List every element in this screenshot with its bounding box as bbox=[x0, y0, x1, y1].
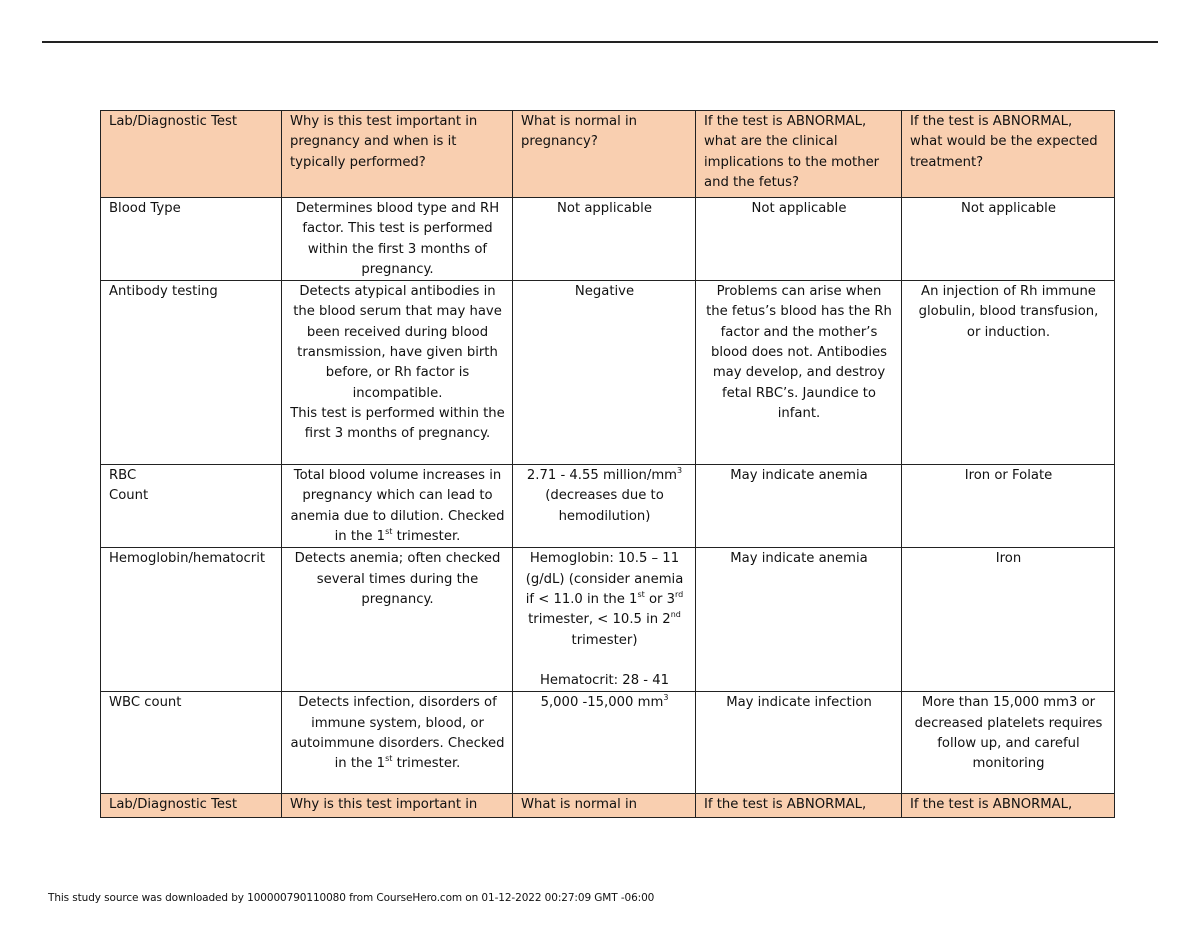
header-implications: If the test is ABNORMAL, what are the clinical implications to the mother and the fetus? bbox=[696, 111, 902, 198]
hgb-normal-text: Hemoglobin: 10.5 – 11 (g/dL) (consider anemia if < 11.0 in the 1 bbox=[525, 551, 684, 607]
cell-test: Hemoglobin/hematocrit bbox=[101, 548, 282, 692]
header-treatment: If the test is ABNORMAL, what would be the expected treatment? bbox=[902, 111, 1115, 198]
hgb-normal-text: trimester) bbox=[571, 632, 638, 648]
table-row bbox=[101, 465, 1115, 548]
ordinal-suffix: st bbox=[385, 527, 393, 537]
table-row bbox=[101, 548, 1115, 692]
rbc-why-text-end: trimester. bbox=[392, 529, 461, 545]
rbc-normal-note: (decreases due to hemodilution) bbox=[545, 488, 664, 524]
table-row bbox=[101, 692, 1115, 794]
cell-treatment: Iron or Folate bbox=[902, 465, 1115, 548]
unit-exponent: 3 bbox=[663, 693, 669, 703]
cell-why: Detects anemia; often checked several times during the pregnancy. bbox=[282, 548, 513, 692]
cell-treatment: Iron bbox=[902, 548, 1115, 692]
ordinal-suffix: st bbox=[637, 589, 645, 599]
cell-why: Determines blood type and RH factor. This test is performed within the first 3 months of pregnancy. bbox=[282, 198, 513, 281]
top-rule bbox=[42, 41, 1158, 43]
cell-treatment: Not applicable bbox=[902, 198, 1115, 281]
cell-why bbox=[282, 465, 513, 548]
header-normal: What is normal in pregnancy? bbox=[513, 111, 696, 198]
header-why-important: Why is this test important in pregnancy and when is it typically performed? bbox=[282, 111, 513, 198]
rbc-test-label: RBC Count bbox=[109, 468, 149, 504]
header-lab-test: Lab/Diagnostic Test bbox=[101, 794, 282, 818]
cell-normal: Not applicable bbox=[513, 198, 696, 281]
hematocrit-normal: Hematocrit: 28 - 41 bbox=[539, 673, 670, 689]
cell-normal bbox=[513, 692, 696, 794]
cell-test: Antibody testing bbox=[101, 281, 282, 465]
ordinal-suffix: rd bbox=[675, 589, 684, 599]
wbc-why-text-end: trimester. bbox=[392, 756, 461, 772]
header-implications: If the test is ABNORMAL, bbox=[696, 794, 902, 818]
hgb-normal-text: or 3 bbox=[644, 591, 676, 607]
cell-implications: May indicate anemia bbox=[696, 465, 902, 548]
rbc-why-text: Total blood volume increases in pregnancy which can lead to anemia due to dilution. Checked in the 1 bbox=[290, 468, 505, 545]
header-lab-test: Lab/Diagnostic Test bbox=[101, 111, 282, 198]
cell-why bbox=[282, 692, 513, 794]
table-row bbox=[101, 281, 1115, 465]
cell-test: WBC count bbox=[101, 692, 282, 794]
unit-exponent: 3 bbox=[677, 466, 683, 476]
table-header-row bbox=[101, 111, 1115, 198]
lab-diagnostic-table bbox=[100, 110, 1115, 818]
source-footer: This study source was downloaded by 100000790110080 from CourseHero.com on 01-12-2022 00:27:09 GMT -06:00 bbox=[48, 892, 655, 904]
header-treatment: If the test is ABNORMAL, bbox=[902, 794, 1115, 818]
cell-test: Blood Type bbox=[101, 198, 282, 281]
cell-why: Detects atypical antibodies in the blood serum that may have been received during blood transmission, have given birth before, or Rh factor is incompatible. This test is performed within the first 3 months of pregnancy. bbox=[282, 281, 513, 465]
cell-implications: Problems can arise when the fetus’s blood has the Rh factor and the mother’s blood does not. Antibodies may develop, and destroy fetal RBC’s. Jaundice to infant. bbox=[696, 281, 902, 465]
cell-normal bbox=[513, 465, 696, 548]
cell-treatment: An injection of Rh immune globulin, blood transfusion, or induction. bbox=[902, 281, 1115, 465]
cell-normal: Negative bbox=[513, 281, 696, 465]
rbc-normal-value: 2.71 - 4.55 million/mm bbox=[526, 468, 678, 484]
ordinal-suffix: st bbox=[385, 754, 393, 764]
ordinal-suffix: nd bbox=[670, 610, 681, 620]
cell-normal bbox=[513, 548, 696, 692]
wbc-normal-value: 5,000 -15,000 mm bbox=[540, 695, 664, 711]
cell-implications: May indicate infection bbox=[696, 692, 902, 794]
table-row bbox=[101, 198, 1115, 281]
wbc-why-text: Detects infection, disorders of immune system, blood, or autoimmune disorders. Checked in the 1 bbox=[290, 695, 505, 772]
cell-implications: Not applicable bbox=[696, 198, 902, 281]
header-why-important: Why is this test important in bbox=[282, 794, 513, 818]
cell-treatment: More than 15,000 mm3 or decreased platelets requires follow up, and careful monitoring bbox=[902, 692, 1115, 794]
cell-test bbox=[101, 465, 282, 548]
header-normal: What is normal in bbox=[513, 794, 696, 818]
hgb-normal-text: trimester, < 10.5 in 2 bbox=[528, 612, 671, 628]
cell-implications: May indicate anemia bbox=[696, 548, 902, 692]
repeated-header-row bbox=[101, 794, 1115, 818]
